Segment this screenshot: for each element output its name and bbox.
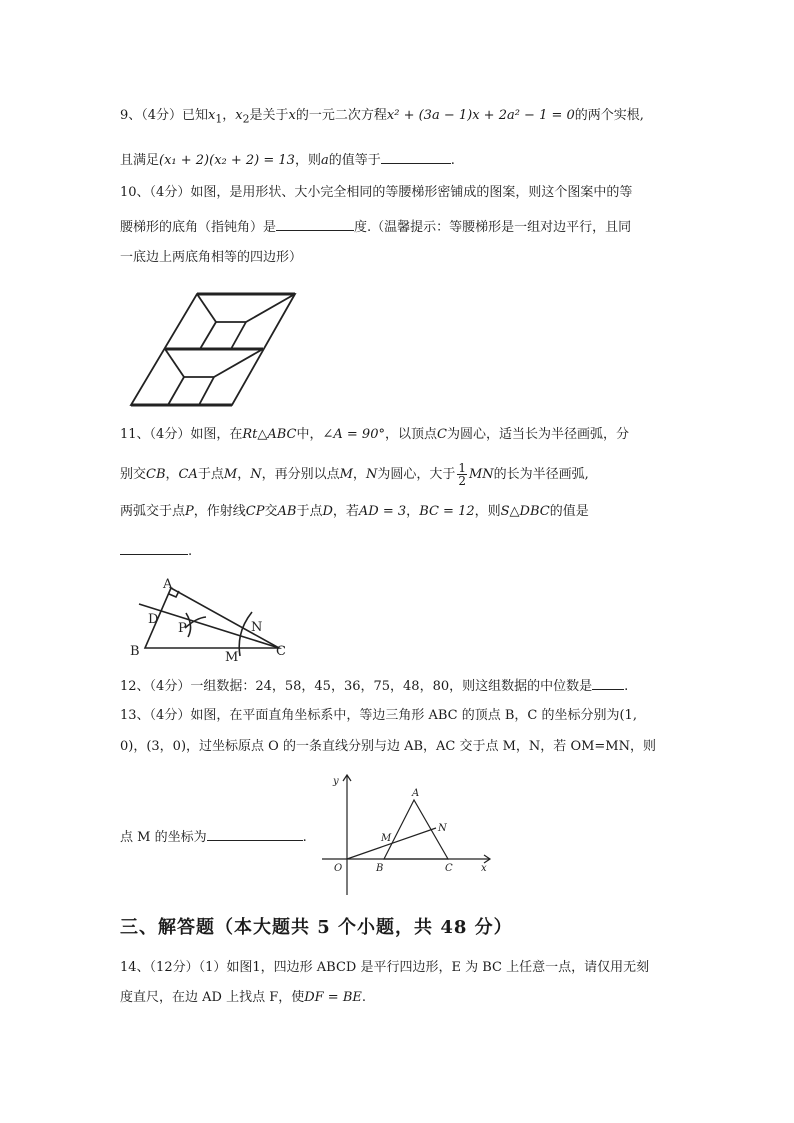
- q13-label-b: B: [376, 863, 384, 874]
- q13-y-arrow: [343, 775, 351, 781]
- q13-label-a: A: [412, 788, 420, 799]
- q11-line3: [120, 502, 589, 522]
- q11-ray-cp: [139, 604, 279, 648]
- sub2: 2: [242, 112, 250, 126]
- q10-line2: [120, 216, 631, 238]
- q11-bc: BC = 12: [419, 504, 475, 519]
- q13-label-c: C: [445, 863, 453, 874]
- q12-text: 12、（4分）一组数据：24，58，45，36，75，48，80，则这组数据的中位数是: [120, 679, 593, 694]
- q10-text: 腰梯形的底角（指钝角）是: [120, 220, 277, 235]
- q13-line1: 13、（4分）如图，在平面直角坐标系中，等边三角形 ABC 的顶点 B，C 的坐标分别为(1,: [120, 708, 637, 723]
- q13-x-arrow: [484, 855, 490, 863]
- q14-line2: [120, 988, 366, 1008]
- q10-text: 度.（温馨提示：等腰梯形是一组对边平行，且同: [354, 220, 632, 235]
- q11-text: 为圆心，大于: [377, 467, 456, 482]
- q11-var-m: M: [223, 467, 238, 482]
- q11-fraction: [457, 462, 467, 487]
- q11-text: 于点: [296, 504, 323, 519]
- q11-comma: ，: [406, 504, 420, 519]
- tiling-edge: [246, 294, 295, 322]
- q11-var-cb: CB: [146, 467, 166, 482]
- tiling-edge: [199, 377, 214, 405]
- q11-text: ，再分别以点: [261, 467, 340, 482]
- q11-var-n: N: [365, 467, 378, 482]
- q12-answer-blank[interactable]: [592, 675, 624, 690]
- q10-line1: 10、（4分）如图，是用形状、大小完全相同的等腰梯形密铺成的图案，则这个图案中的等: [120, 185, 633, 200]
- q11-right-angle-mark: [169, 591, 179, 597]
- q11-text: ，作射线: [193, 504, 246, 519]
- q11-line2: [120, 462, 589, 487]
- q11-comma: ，: [237, 467, 251, 482]
- section-3-heading: 三、解答题（本大题共 5 个小题，共 48 分）: [120, 917, 513, 938]
- q11-var-m: M: [339, 467, 353, 482]
- q11-comma: ，: [352, 467, 366, 482]
- q13-line2: 0)，(3，0)，过坐标原点 O 的一条直线分别与边 AB，AC 交于点 M，N，若 OM=MN，则: [120, 739, 656, 754]
- q11-var-n: N: [250, 467, 262, 482]
- q9-text: ，则: [294, 153, 321, 168]
- q11-label-a: A: [163, 577, 173, 592]
- q11-var-ca: CA: [178, 467, 198, 482]
- q11-label-d: D: [148, 612, 159, 627]
- q11-var-c: C: [436, 427, 447, 442]
- q13-line-omn: [347, 828, 436, 859]
- q11-end: .: [188, 544, 193, 559]
- q11-text: ，若: [332, 504, 359, 519]
- tiling-edge: [168, 377, 184, 405]
- q11-text: 的值是: [549, 504, 589, 519]
- q11-text: 别交: [120, 467, 147, 482]
- var-a: a: [320, 153, 329, 168]
- q11-text: 的长为半径画弧,: [493, 467, 589, 482]
- q9-end: .: [450, 153, 455, 168]
- q11-var-mn: MN: [468, 467, 494, 482]
- q11-label-b: B: [130, 644, 140, 659]
- tiling-edge: [231, 322, 246, 349]
- q14-text: 度直尺，在边 AD 上找点 F，使: [120, 990, 305, 1005]
- q11-triangle-abc: [145, 588, 279, 648]
- q13-end: .: [302, 830, 307, 845]
- q9-sep: ，: [222, 108, 236, 123]
- q10-line3: 一底边上两底角相等的四边形）: [120, 250, 303, 265]
- q11-angle: ∠A = 90°: [322, 427, 385, 442]
- q11-comma: ，: [165, 467, 179, 482]
- q11-line4: [120, 540, 192, 562]
- q11-var-d: D: [322, 504, 333, 519]
- q12-line: [120, 675, 628, 697]
- q9-text: 的值等于: [328, 153, 381, 168]
- q13-line3: [120, 826, 307, 848]
- q14-equation: DF = BE: [304, 990, 362, 1005]
- q13-label-n: N: [438, 823, 447, 834]
- q11-text: 为圆心，适当长为半径画弧，分: [446, 427, 629, 442]
- q14-end: .: [361, 990, 367, 1005]
- q11-text: ，则: [474, 504, 501, 519]
- var-x: x: [288, 108, 296, 123]
- q11-label-c: C: [276, 644, 286, 659]
- q13-label-x: x: [481, 863, 487, 874]
- q11-line1: [120, 425, 629, 445]
- q11-label-m: M: [225, 650, 239, 665]
- q11-arc-p1: [186, 613, 191, 637]
- q11-answer-blank[interactable]: [120, 540, 188, 555]
- q9-condition: (x₁ + 2)(x₂ + 2) = 13: [159, 153, 295, 168]
- tiling-edge: [197, 294, 216, 322]
- tiling-edge: [214, 349, 263, 377]
- q9-text: 的一元二次方程: [295, 108, 387, 123]
- frac-num: 1: [458, 461, 466, 475]
- q11-text: ，以顶点: [384, 427, 437, 442]
- q9-text: 9、（4分）已知: [120, 108, 209, 123]
- q9-text: 的两个实根,: [574, 108, 644, 123]
- q11-label-p: P: [178, 621, 187, 636]
- frac-den: 2: [458, 474, 466, 488]
- q10-answer-blank[interactable]: [276, 216, 354, 231]
- q11-var-ab: AB: [277, 504, 297, 519]
- q11-var-p: P: [185, 504, 194, 519]
- q9-answer-blank[interactable]: [381, 149, 451, 164]
- q11-text: 两弧交于点: [120, 504, 186, 519]
- q9-equation: x² + (3a − 1)x + 2a² − 1 = 0: [386, 108, 575, 123]
- q13-answer-blank[interactable]: [207, 826, 303, 841]
- tiling-outline: [131, 294, 295, 405]
- q11-text: 中，: [296, 427, 323, 442]
- var-x1: x: [208, 108, 216, 123]
- tiling-edge: [165, 349, 184, 377]
- q9-line1: [120, 106, 644, 130]
- q13-label-m: M: [381, 833, 392, 844]
- q9-line2: [120, 149, 455, 171]
- q11-text: 于点: [197, 467, 224, 482]
- q11-text: 交: [264, 504, 278, 519]
- q11-triangle: Rt△ABC: [242, 427, 297, 442]
- q12-end: .: [624, 679, 629, 694]
- q11-arc-p2: [185, 617, 206, 628]
- sub1: 1: [215, 112, 223, 126]
- q11-area: S△DBC: [500, 504, 550, 519]
- q11-var-cp: CP: [245, 504, 265, 519]
- q11-text: 11、（4分）如图，在: [120, 427, 243, 442]
- q11-arc-mn: [239, 612, 252, 656]
- q11-label-n: N: [251, 620, 263, 635]
- q9-text: 是关于: [249, 108, 289, 123]
- tiling-edge: [200, 322, 216, 349]
- q9-text: 且满足: [120, 153, 160, 168]
- var-x2: x: [235, 108, 243, 123]
- q13-label-y: y: [333, 776, 339, 787]
- q11-ad: AD = 3: [358, 504, 407, 519]
- q13-triangle-abc: [384, 800, 448, 859]
- q13-text: 点 M 的坐标为: [120, 830, 207, 845]
- q14-line1: 14、（12分）（1）如图1，四边形 ABCD 是平行四边形，E 为 BC 上任意一点，请仅用无刻: [120, 960, 650, 975]
- q13-label-o: O: [334, 863, 343, 874]
